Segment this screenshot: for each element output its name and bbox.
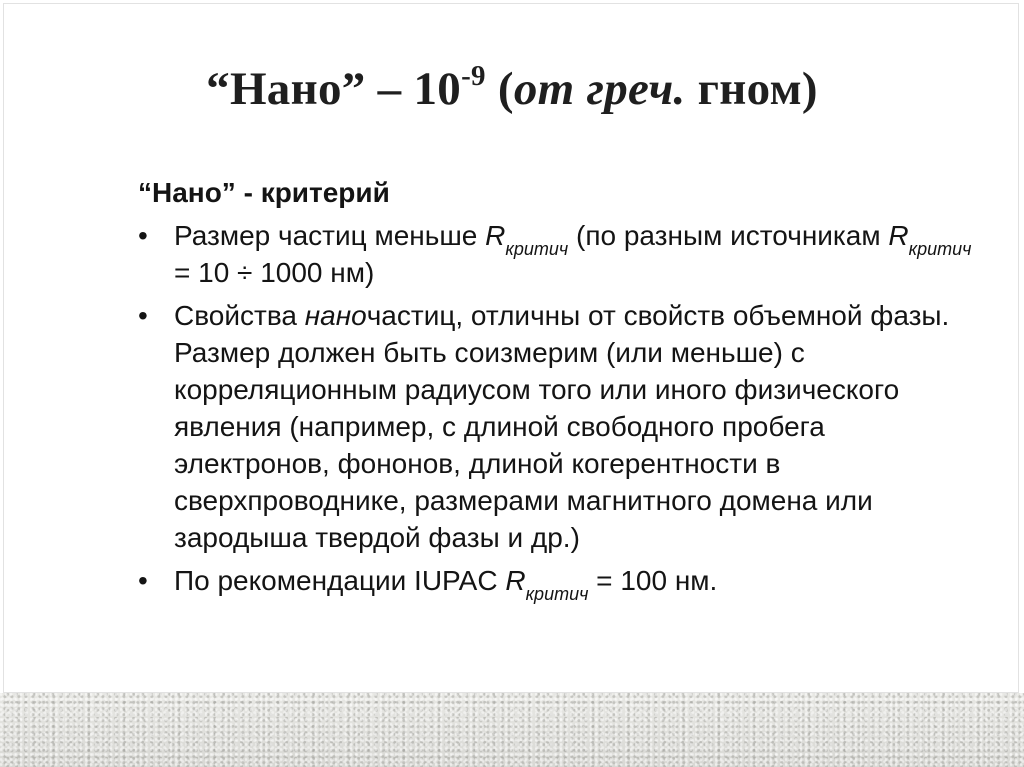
r-subscript: критич (525, 583, 589, 604)
bullet-item-iupac (138, 562, 978, 604)
slide-title (0, 62, 1024, 116)
title-end: гном) (685, 63, 818, 115)
bullet-text: Размер частиц меньше (174, 220, 486, 251)
nano-italic: нано (304, 300, 367, 331)
textured-footer-band (0, 693, 1024, 767)
bullet-text: (по разным источникам (568, 220, 889, 251)
bullet-dot: • (138, 220, 148, 251)
bullet-text: Свойства (174, 300, 305, 331)
bullet-text: По рекомендации IUPAC (174, 565, 506, 596)
criterion-heading: “Нано” - критерий (138, 177, 390, 208)
bullet-item-properties (138, 297, 978, 556)
bullet-text: = 10 ÷ 1000 нм) (174, 257, 375, 288)
bullet-dot: • (138, 300, 148, 331)
r-symbol: R (485, 220, 506, 251)
bullet-text: = 100 нм. (588, 565, 718, 596)
r-symbol: R (505, 565, 526, 596)
bullet-text: частиц, отличны от свойств объемной фазы. Размер должен быть соизмерим (или меньше) с корреляционным радиусом того или иного физического явления (например, с длиной свободного пробега электронов, фононов, длиной когерентности в сверхпроводнике, размерами магнитного домена или зародыша твердой фазы и др.) (174, 300, 950, 553)
title-text: “Нано” – 10 (206, 63, 462, 115)
r-subscript: критич (908, 238, 972, 259)
r-subscript: критич (505, 238, 569, 259)
slide-content (138, 174, 978, 605)
r-symbol: R (888, 220, 909, 251)
title-exponent: -9 (461, 60, 486, 93)
bullet-dot: • (138, 565, 148, 596)
bullet-item-size (138, 217, 978, 291)
title-italic: от греч. (513, 63, 686, 115)
title-paren: ( (485, 63, 514, 115)
